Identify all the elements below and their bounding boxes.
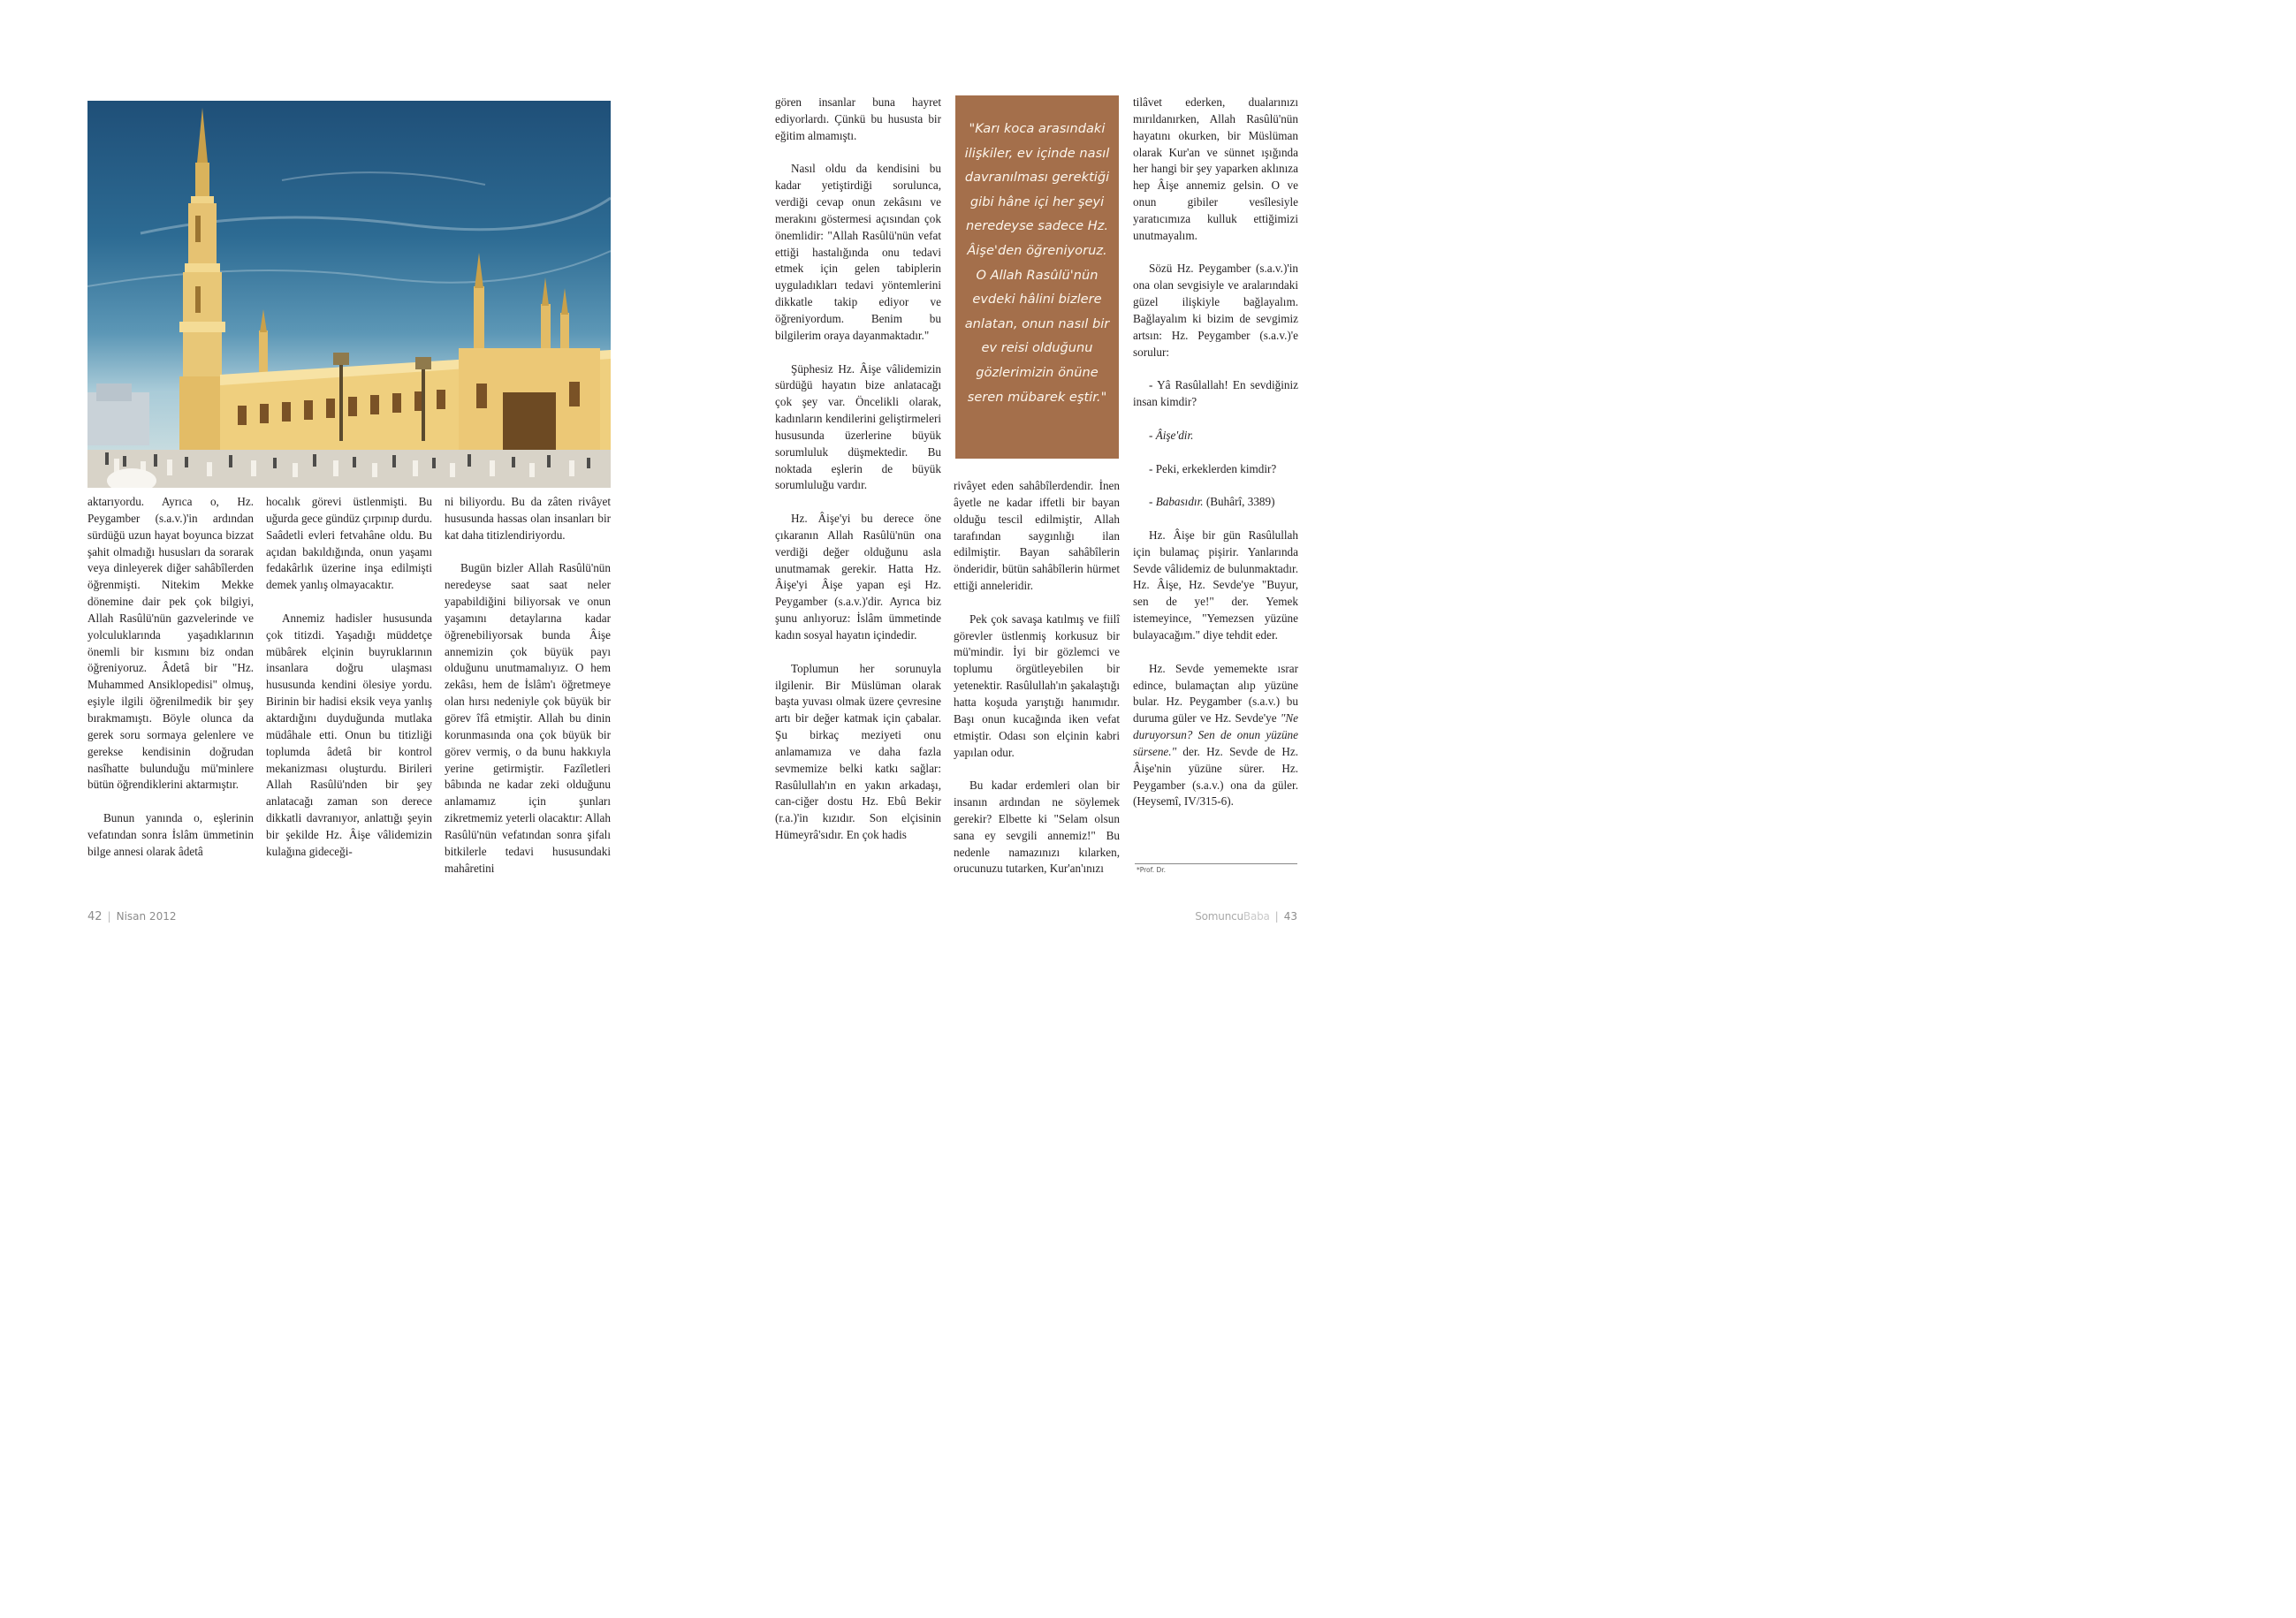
- text-span: der. Hz. Sevde de Hz. Âişe'nin yüzüne sürer. Hz. Peygamber (s.a.v.) ona da güler. (Heysemî, IV/315-6).: [1133, 744, 1298, 809]
- right-col-1: [775, 95, 941, 844]
- paragraph: [1133, 661, 1298, 811]
- left-col-2: [266, 494, 432, 861]
- text-span: Hz. Sevde yememekte ısrar edince, bulamaçtan alıp yüzüne bular. Hz. Peygamber (s.a.v.) bu duruma güler ve Hz. Sevde'ye: [1133, 661, 1298, 725]
- quoted-speech: "Ne duruyorsun? Sen de onun yüzüne sürsene.": [1133, 711, 1298, 758]
- mosque-illustration: [87, 101, 611, 488]
- dialogue-answer: - Babasıdır.: [1149, 495, 1204, 509]
- paragraph: gören insanlar buna hayret ediyorlardı. Çünkü bu hususta bir eğitim almamıştı.: [775, 95, 941, 142]
- paragraph: Sözü Hz. Peygamber (s.a.v.)'in ona olan sevgisiyle ve aralarındaki güzel ilişkiyle bağlayalım. Bağlayalım ki bizim de sevgimiz artsın: Hz. Peygamber (s.a.v.)'e sorulur:: [1133, 262, 1298, 359]
- paragraph: Bu kadar erdemleri olan bir insanın ardından ne söylemek gerekir? Elbette ki "Selam olsun sana ey sevgili annemiz!" Bu nedenle namazınızı kılarken, orucunuzu tutarken, Kur'an'ınızı: [954, 779, 1120, 876]
- right-col-3: [1133, 95, 1298, 810]
- dialogue-line: [1133, 494, 1298, 511]
- paragraph: Nasıl oldu da kendisini bu kadar yetiştirdiği sorulunca, verdiği cevap onun zekâsını ve merakını göstermesi açısından çok önemlidir: "Allah Rasûlü'nün vefat ettiği hastalığında onu tedavi etmek için gelen tabiplerin uyguladıkları tedavi yöntemlerini dikkatle takip ediyor ve öğreniyordum. Benim bu bilgilerim oraya dayanmaktadır.": [775, 162, 941, 342]
- paragraph: Bunun yanında o, eşlerinin vefatından sonra İslâm ümmetinin bilge annesi olarak âdetâ: [87, 811, 254, 858]
- dialogue-answer: - Âişe'dir.: [1149, 428, 1194, 442]
- right-folio: [1195, 910, 1297, 923]
- mosque-photo: [87, 101, 611, 488]
- left-col-3: [445, 494, 611, 877]
- page-number: 43: [1283, 910, 1297, 923]
- dialogue-line: - Peki, erkeklerden kimdir?: [1149, 461, 1277, 475]
- paragraph: ni biliyordu. Bu da zâten rivâyet hususunda hassas olan insanları bir kat daha titizlendiriyordu.: [445, 495, 611, 542]
- issue-date: Nisan 2012: [116, 910, 177, 923]
- paragraph: tilâvet ederken, dualarınızı mırıldanırken, Allah Rasûlü'nün hayatını okurken, bir Müslüman olarak Kur'an ve sünnet ışığında her hangi bir şey yaparken aklınıza hep Âişe annemiz gelsin. O ve onun gibiler vesîlesiyle yaratıcımıza kulluk ettiğimizi unutmayalım.: [1133, 95, 1298, 242]
- page-number: 42: [87, 910, 103, 923]
- footnote: *Prof. Dr.: [1137, 866, 1167, 874]
- paragraph: Pek çok savaşa katılmış ve fiilî görevler üstlenmiş korkusuz bir mü'mindir. İyi bir gözlemci ve toplumu örgütleyebilen bir yetenektir. Rasûlullah'ın şakalaştığı hatta koşuda yarıştığı hanımıdır. Başı onun kucağında iken vefat etmiştir. Odası son elçinin kabri yapılan odur.: [954, 611, 1120, 759]
- citation: (Buhârî, 3389): [1203, 495, 1275, 509]
- paragraph: Hz. Âişe bir gün Rasûlullah için bulamaç pişirir. Yanlarında Sevde vâlidemiz de bulunmaktadır. Hz. Âişe, Hz. Sevde'ye "Buyur, sen de ye!" der. Yemek istemeyince, "Yemezsen yüzüne bulayacağım." diye tehdit eder.: [1133, 528, 1298, 642]
- footnote-rule: [1135, 863, 1297, 864]
- folio-separator: |: [107, 910, 111, 923]
- paragraph: Hz. Âişe'yi bu derece öne çıkaranın Allah Rasûlü'nün ona verdiği değer olduğunu asla unutmamak gerekir. Hatta Hz. Âişe'yi Âişe yapan eşi Hz. Peygamber (s.a.v.)'dir. Ayrıca biz şunu anlıyoruz: İslâm ümmetinde kadın sosyal hayatın içindedir.: [775, 512, 941, 642]
- paragraph: aktarıyordu. Ayrıca o, Hz. Peygamber (s.a.v.)'in ardından sürdüğü uzun hayat boyunca bizzat şahit olmadığı hususları da sorarak veya dinleyerek diğer sahâbîlerden öğrenmişti. Nitekim Mekke dönemine dair pek çok bilgiyi, Allah Rasûlü'nün gazvelerinde ve yolculuklarında yaşadıklarının önemli bir kısmını biz ondan öğreniyoruz. Âdetâ bir "Hz. Muhammed Ansiklopedisi" olmuş, eşiyle ilgili öğrenilmedik bir şey bırakmamıştı. Böyle olunca da gerek soru sormaya gelenlere ve gerekse kendisinin doğrudan nasîhatte bulunduğu mü'minlere bütün öğrendiklerini aktarmıştır.: [87, 495, 254, 792]
- paragraph: Annemiz hadisler hususunda çok titizdi. Yaşadığı müddetçe mübârek elçinin buyruklarının insanlara doğru ulaşması hususunda kendini ölesiye yordu. Birinin bir hadisi eksik veya yanlış aktardığını duyduğunda mutlaka müdâhale etti. Onun bu titizliği toplumda âdetâ bir kontrol mekanizması oluşturdu. Birileri Allah Rasûlü'nden bir şey anlatacağı zaman son derece dikkatli davranıyor, anlattığı şeyin bir şekilde Hz. Âişe vâlidemizin kulağına gideceği-: [266, 611, 432, 858]
- paragraph: Şüphesiz Hz. Âişe vâlidemizin sürdüğü hayatın bize anlatacağı çok şey var. Öncelikli olarak, kadınların kendilerini geliştirmeleri hususunda üzerlerine büyük sorumluluk düşmektedir. Bu noktada eşlerin de büyük sorumluluğu vardır.: [775, 361, 941, 492]
- logo-part: Somuncu: [1195, 910, 1243, 923]
- paragraph: hocalık görevi üstlenmişti. Bu uğurda gece gündüz çırpınıp durdu. Saâdetli evleri fetvahâne oldu. Bu açıdan bakıldığında, onun yaşamı fedakârlık üzerine inşa edilmişti demek yanlış olmayacaktır.: [266, 495, 432, 592]
- left-folio: [87, 910, 176, 923]
- left-col-1: [87, 494, 254, 861]
- paragraph: Toplumun her sorunuyla ilgilenir. Bir Müslüman olarak başta yuvası olmak üzere çevresine artı bir değer katmak için çabalar. Şu birkaç meziyeti onu anlamamıza ve daha fazla sevmemize belki katkı sağlar: Rasûlullah'ın en yakın arkadaşı, can-ciğer dostu Hz. Ebû Bekir (r.a.)'in kızıdır. Son elçisinin Hümeyrâ'sıdır. En çok hadis: [775, 661, 941, 842]
- logo-part: Baba: [1243, 910, 1270, 923]
- right-col-2: [954, 478, 1120, 877]
- folio-separator: |: [1274, 910, 1279, 923]
- magazine-logo: [1195, 910, 1269, 923]
- paragraph: rivâyet eden sahâbîlerdendir. İnen âyetle ne kadar iffetli bir bayan olduğu tescil edilmiştir, Allah tarafından saygınlığı ilan edilmiştir. Bayan sahâbîlerin önderidir, bütün sahâbîlerin hürmet ettiği anneleridir.: [954, 479, 1120, 593]
- dialogue-line: - Yâ Rasûlallah! En sevdiğiniz insan kimdir?: [1133, 378, 1298, 409]
- pull-quote: "Karı koca arasındaki ilişkiler, ev içinde nasıl davranılması gerektiği gibi hâne içi her şeyi neredeyse sadece Hz. Âişe'den öğreniyoruz. O Allah Rasûlü'nün evdeki hâlini bizlere anlatan, onun nasıl bir ev reisi olduğunu gözlerimizin önüne seren mübarek eştir.": [955, 95, 1119, 459]
- dialogue-line: [1133, 428, 1298, 444]
- paragraph: Bugün bizler Allah Rasûlü'nün neredeyse saat saat neler yapabildiğini biliyorsak ve onun yaşamını detaylarına kadar öğrenebiliyorsak bunda Âişe annemizin çok büyük payı olduğunu unutmamalıyız. O hem zekâsı, hem de İslâm'ı öğretmeye olan hırsı nedeniyle çok büyük bir görev îfâ etmiştir. Allah bu dinin korunmasında ona çok büyük bir görev vermiş, o da bunu hakkıyla yerine getirmiştir. Fazîletleri bâbında ne kadar zeki olduğunu anlamamız için şunları zikretmemiz yeterli olacaktır: Allah Rasûlü'nün vefatından sonra şifalı bitkilerle tedavi hususundaki mahâretini: [445, 561, 611, 875]
